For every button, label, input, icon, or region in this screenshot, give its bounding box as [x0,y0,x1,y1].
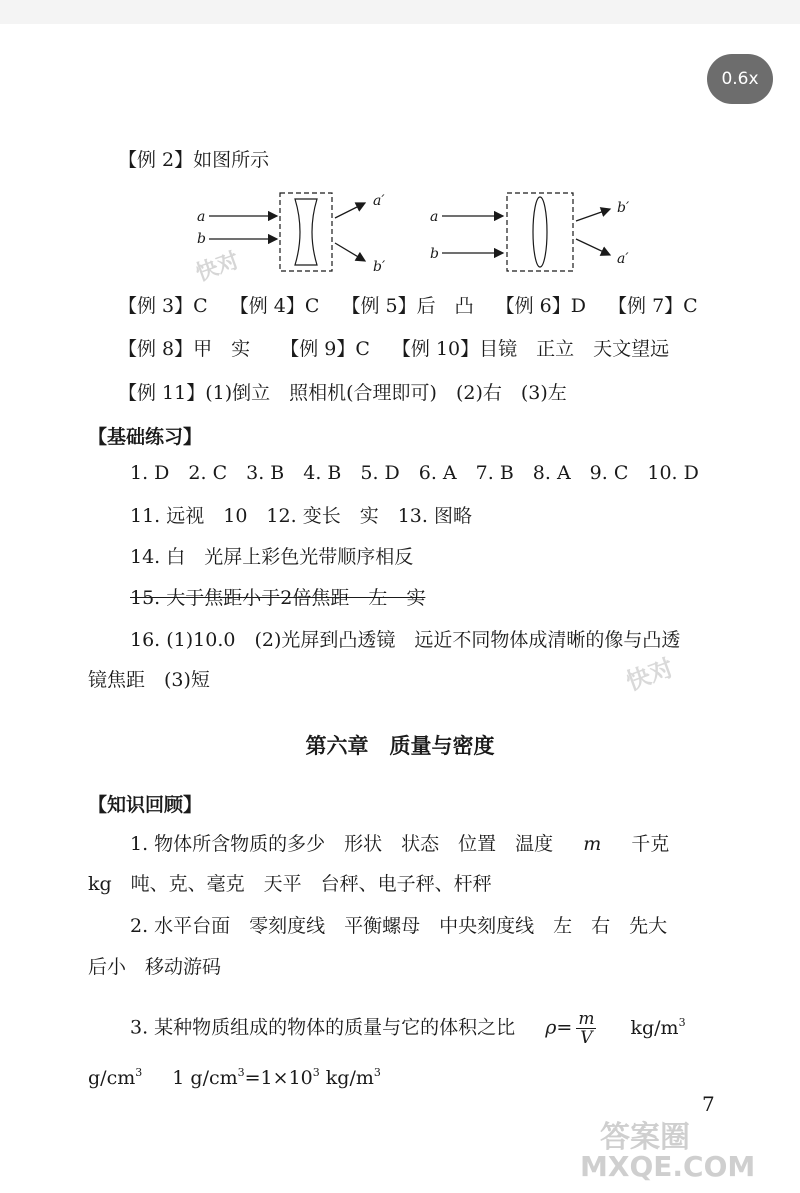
conv-part-a: 1 g/cm [172,1067,238,1089]
convex-label-a: a [430,209,439,225]
zoom-level-badge[interactable]: 0.6x [707,54,773,104]
concave-label-b-prime: b′ [373,259,386,275]
review-item-2-line-2: 后小 移动游码 [88,956,222,978]
concave-label-b: b [197,231,206,247]
conv-part-a-exp: 3 [237,1066,245,1079]
concave-lens-box [280,193,332,271]
convex-ray-b-out [576,209,610,221]
example-5: 【例 5】后 凸 [341,295,474,317]
concave-ray-b-out [335,243,365,261]
convex-lens-shape [533,197,547,267]
examples-row-2 [118,337,669,361]
watermark-site: MXQE.COM [580,1150,756,1183]
density-definition: 3. 某种物质组成的物体的质量与它的体积之比 [130,1016,516,1039]
density-formula-lhs: ρ= [545,1016,573,1039]
concave-label-a-prime: a′ [373,193,385,209]
practice-line-3: 14. 白 光屏上彩色光带顺序相反 [130,546,414,568]
density-unit-exp: 3 [678,1015,686,1029]
examples-row-1 [118,294,698,318]
convex-ray-a-out [576,239,610,255]
concave-ray-a-out [335,203,365,218]
review-item-3 [130,1010,686,1047]
convex-lens-box [507,193,573,271]
review-item-4 [88,1066,381,1090]
unit-g-per-cm3-base: g/cm [88,1067,136,1089]
unit-g-per-cm3-exp: 3 [135,1066,143,1079]
convex-label-a-prime: a′ [617,251,629,267]
convex-label-b-prime: b′ [617,200,630,216]
density-fraction [576,1010,596,1047]
chapter-title: 第六章 质量与密度 [305,734,495,758]
concave-lens-shape [295,199,317,265]
example-9: 【例 9】C [280,338,370,360]
review-item-1-line-1 [130,832,669,856]
conv-part-b-exp: 3 [312,1066,320,1079]
practice-line-5: 16. (1)10.0 (2)光屏到凸透镜 远近不同物体成清晰的像与凸透 [130,629,681,651]
example-8: 【例 8】甲 实 [118,338,251,360]
density-unit [630,1017,685,1039]
watermark-brand-top: 快对 [192,248,243,287]
watermark-brand-mid: 快对 [622,653,678,697]
lens-diagram [185,185,645,280]
mass-symbol: m [583,833,602,855]
practice-line-1: 1. D 2. C 3. B 4. B 5. D 6. A 7. B 8. A 9. C 10. D [130,462,699,484]
review-item-1-line-2: kg 吨、克、毫克 天平 台秤、电子秤、杆秤 [88,873,492,895]
practice-line-4: 15. 大于焦距小于2倍焦距 左 实 [130,587,426,609]
unit-conversion [172,1067,381,1089]
example-6: 【例 6】D [495,295,586,317]
practice-line-6: 镜焦距 (3)短 [88,669,210,691]
knowledge-review-heading: 【知识回顾】 [88,794,203,816]
example-11: 【例 11】(1)倒立 照相机(合理即可) (2)右 (3)左 [118,382,567,404]
example-3: 【例 3】C [118,295,208,317]
density-unit-base: kg/m [630,1016,679,1039]
review-item-1-text: 1. 物体所含物质的多少 形状 状态 位置 温度 [130,833,554,855]
concave-label-a: a [197,209,206,225]
conv-part-c-exp: 3 [373,1066,381,1079]
unit-g-per-cm3 [88,1067,142,1089]
viewer-top-bar [0,0,800,24]
conv-part-c: kg/m [325,1067,374,1089]
convex-lens-figure [430,193,630,271]
example-7: 【例 7】C [608,295,698,317]
page-number: 7 [702,1092,715,1116]
example-4: 【例 4】C [229,295,320,317]
practice-line-2: 11. 远视 10 12. 变长 实 13. 图略 [130,505,472,527]
review-item-2-line-1: 2. 水平台面 零刻度线 平衡螺母 中央刻度线 左 右 先大 [130,915,668,937]
example-2-label: 【例 2】如图所示 [118,149,270,171]
fraction-denominator: V [580,1028,593,1048]
convex-label-b: b [430,246,439,262]
basic-practice-heading: 【基础练习】 [88,426,203,448]
fraction-numerator: m [578,1009,595,1029]
unit-kilogram: 千克 [631,833,670,855]
watermark-answer: 答案圈 [600,1120,690,1155]
example-10: 【例 10】目镜 正立 天文望远 [391,338,670,360]
conv-part-b: =1×10 [244,1067,313,1089]
